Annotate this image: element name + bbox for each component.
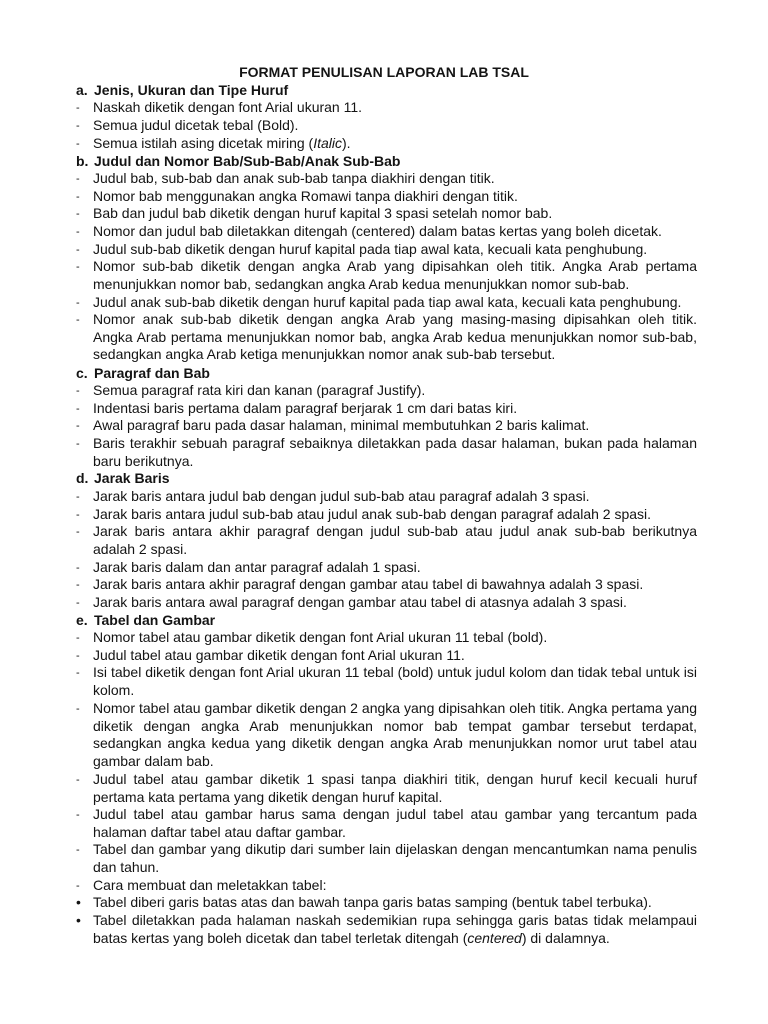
list-item: [76, 294, 697, 312]
dash-marker: -: [76, 579, 80, 591]
dash-marker: -: [76, 173, 80, 185]
item-text: Nomor anak sub-bab diketik dengan angka Arab yang masing-masing dipisahkan oleh titik. Angka Arab pertama menunjukkan nomor bab, angka Arab kedua menunjukkan nomor sub-bab, sedangkan angka Arab ketiga menunjukkan nomor anak sub-bab tersebut.: [93, 311, 697, 363]
dash-marker: -: [76, 509, 80, 521]
dash-marker: -: [76, 667, 80, 679]
bullet-marker: •: [76, 894, 81, 910]
dash-marker: -: [76, 138, 80, 150]
list-item: [76, 806, 697, 841]
item-text: Nomor dan judul bab diletakkan ditengah (centered) dalam batas kertas yang boleh dicetak.: [93, 223, 662, 239]
item-text: Judul tabel atau gambar diketik dengan font Arial ukuran 11.: [93, 647, 465, 663]
item-text: Naskah diketik dengan font Arial ukuran 11.: [93, 99, 363, 115]
item-text: Bab dan judul bab diketik dengan huruf kapital 3 spasi setelah nomor bab.: [93, 205, 553, 221]
section-letter: e.: [76, 612, 88, 628]
section-letter: d.: [76, 470, 89, 486]
item-text: Nomor sub-bab diketik dengan angka Arab yang dipisahkan oleh titik. Angka Arab pertama menunjukkan nomor bab, sedangkan angka Arab kedua menunjukkan nomor sub-bab.: [93, 258, 697, 292]
dash-marker: -: [76, 385, 80, 397]
list-item: [76, 559, 697, 577]
list-item: [76, 664, 697, 699]
list-item: [76, 771, 697, 806]
item-text: Semua judul dicetak tebal (Bold).: [93, 117, 299, 133]
item-text: Nomor tabel atau gambar diketik dengan 2 angka yang dipisahkan oleh titik. Angka pertama yang diketik dengan angka Arab menunjukkan nomor bab tempat gambar tersebut terdapat, sedangkan angka kedua yang diketik dengan angka Arab menunjukkan nomor urut tabel atau gambar dalam bab.: [93, 700, 697, 770]
item-text: Judul tabel atau gambar diketik 1 spasi tanpa diakhiri titik, dengan huruf kecil kecuali huruf pertama kata pertama yang diketik dengan huruf kapital.: [93, 771, 697, 805]
section-title: Paragraf dan Bab: [94, 365, 210, 381]
section-heading-e: [76, 612, 696, 629]
dash-marker: -: [76, 597, 80, 609]
list-item: [76, 700, 697, 771]
section-title: Jenis, Ukuran dan Tipe Huruf: [94, 82, 289, 98]
dash-marker: -: [76, 491, 80, 503]
section-title: Tabel dan Gambar: [94, 612, 216, 628]
list-item: [76, 594, 697, 612]
section-letter: c.: [76, 365, 88, 381]
list-item: [76, 241, 697, 259]
item-text: Jarak baris antara judul sub-bab atau judul anak sub-bab dengan paragraf adalah 2 spasi.: [93, 506, 652, 522]
section-title: Jarak Baris: [94, 470, 170, 486]
list-item: [76, 400, 697, 418]
list-item: [76, 841, 697, 876]
item-text: Jarak baris antara judul bab dengan judul sub-bab atau paragraf adalah 3 spasi.: [93, 488, 590, 504]
dash-marker: -: [76, 703, 80, 715]
item-text: Indentasi baris pertama dalam paragraf berjarak 1 cm dari batas kiri.: [93, 400, 518, 416]
item-text: Semua paragraf rata kiri dan kanan (paragraf Justify).: [93, 382, 426, 398]
dash-marker: -: [76, 102, 80, 114]
item-text: Tabel diberi garis batas atas dan bawah tanpa garis batas samping (bentuk tabel terbuka).: [93, 894, 652, 910]
item-text: [93, 912, 697, 947]
list-item: [76, 506, 697, 524]
list-item: [76, 223, 697, 241]
section-letter: b.: [76, 153, 89, 169]
dash-marker: -: [76, 208, 80, 220]
item-text: Jarak baris antara akhir paragraf dengan gambar atau tabel di bawahnya adalah 3 spasi.: [93, 576, 644, 592]
italic-term: centered: [467, 929, 522, 946]
item-text: Judul anak sub-bab diketik dengan huruf kapital pada tiap awal kata, kecuali kata penghubung.: [93, 294, 682, 310]
item-text: Jarak baris antara akhir paragraf dengan judul sub-bab atau judul anak sub-bab berikutnya adalah 2 spasi.: [93, 523, 697, 557]
list-item: [76, 576, 697, 594]
list-item: [76, 488, 697, 506]
dash-marker: -: [76, 120, 80, 132]
item-text: Cara membuat dan meletakkan tabel:: [93, 877, 327, 893]
item-text-before: Semua istilah asing dicetak miring (: [93, 135, 314, 151]
dash-marker: -: [76, 314, 80, 326]
italic-term: Italic: [313, 135, 343, 151]
dash-marker: -: [76, 226, 80, 238]
list-item: [76, 135, 697, 153]
dash-marker: -: [76, 244, 80, 256]
dash-marker: -: [76, 880, 80, 892]
dash-marker: -: [76, 191, 80, 203]
dash-marker: -: [76, 526, 80, 538]
section-letter: a.: [76, 82, 88, 98]
list-item: [76, 647, 697, 665]
list-item: [76, 117, 697, 135]
dash-marker: -: [76, 809, 80, 821]
list-item: [76, 523, 697, 558]
item-text: Nomor tabel atau gambar diketik dengan font Arial ukuran 11 tebal (bold).: [93, 629, 548, 645]
list-item: [76, 258, 697, 293]
dash-marker: -: [76, 297, 80, 309]
item-text-after: ) di dalamnya.: [521, 929, 610, 946]
item-text: Judul tabel atau gambar harus sama dengan judul tabel atau gambar yang tercantum pada halaman daftar tabel atau daftar gambar.: [93, 806, 697, 840]
section-heading-a: [76, 82, 696, 99]
dash-marker: -: [76, 562, 80, 574]
dash-marker: -: [76, 261, 80, 273]
bullet-marker: •: [76, 912, 81, 928]
item-text: Nomor bab menggunakan angka Romawi tanpa diakhiri dengan titik.: [93, 188, 518, 204]
dash-marker: -: [76, 632, 80, 644]
dash-marker: -: [76, 844, 80, 856]
list-item: [76, 170, 697, 188]
list-item: [76, 912, 697, 947]
list-item: [76, 629, 697, 647]
item-text: [93, 135, 697, 153]
item-text: Judul sub-bab diketik dengan huruf kapital pada tiap awal kata, kecuali kata penghubung.: [93, 241, 648, 257]
dash-marker: -: [76, 774, 80, 786]
list-item: [76, 205, 697, 223]
item-text: Awal paragraf baru pada dasar halaman, minimal membutuhkan 2 baris kalimat.: [93, 417, 590, 433]
item-text-before: Tabel diletakkan pada halaman naskah sedemikian rupa sehingga garis batas tidak melampaui batas kertas yang boleh dicetak dan tabel terletak ditengah (: [93, 912, 697, 946]
list-item: [76, 99, 697, 117]
list-item: [76, 188, 697, 206]
item-text: Tabel dan gambar yang dikutip dari sumber lain dijelaskan dengan mencantumkan nama penulis dan tahun.: [93, 841, 697, 875]
item-text: Isi tabel diketik dengan font Arial ukuran 11 tebal (bold) untuk judul kolom dan tidak tebal untuk isi kolom.: [93, 664, 697, 698]
dash-marker: -: [76, 438, 80, 450]
item-text: Judul bab, sub-bab dan anak sub-bab tanpa diakhiri dengan titik.: [93, 170, 495, 186]
item-text-after: ).: [342, 135, 351, 151]
section-heading-c: [76, 365, 696, 382]
item-text: Baris terakhir sebuah paragraf sebaiknya diletakkan pada dasar halaman, bukan pada halaman baru berikutnya.: [93, 435, 697, 469]
list-item: [76, 877, 697, 895]
list-item: [76, 417, 697, 435]
dash-marker: -: [76, 420, 80, 432]
item-text: Jarak baris dalam dan antar paragraf adalah 1 spasi.: [93, 559, 421, 575]
section-heading-b: [76, 153, 696, 170]
list-item: [76, 382, 697, 400]
list-item: [76, 311, 697, 364]
document-title: FORMAT PENULISAN LAPORAN LAB TSAL: [239, 64, 529, 80]
section-title: Judul dan Nomor Bab/Sub-Bab/Anak Sub-Bab: [94, 153, 401, 169]
section-heading-d: [76, 470, 696, 487]
list-item: [76, 894, 697, 912]
dash-marker: -: [76, 650, 80, 662]
item-text: Jarak baris antara awal paragraf dengan gambar atau tabel di atasnya adalah 3 spasi.: [93, 594, 627, 610]
list-item: [76, 435, 697, 470]
dash-marker: -: [76, 403, 80, 415]
